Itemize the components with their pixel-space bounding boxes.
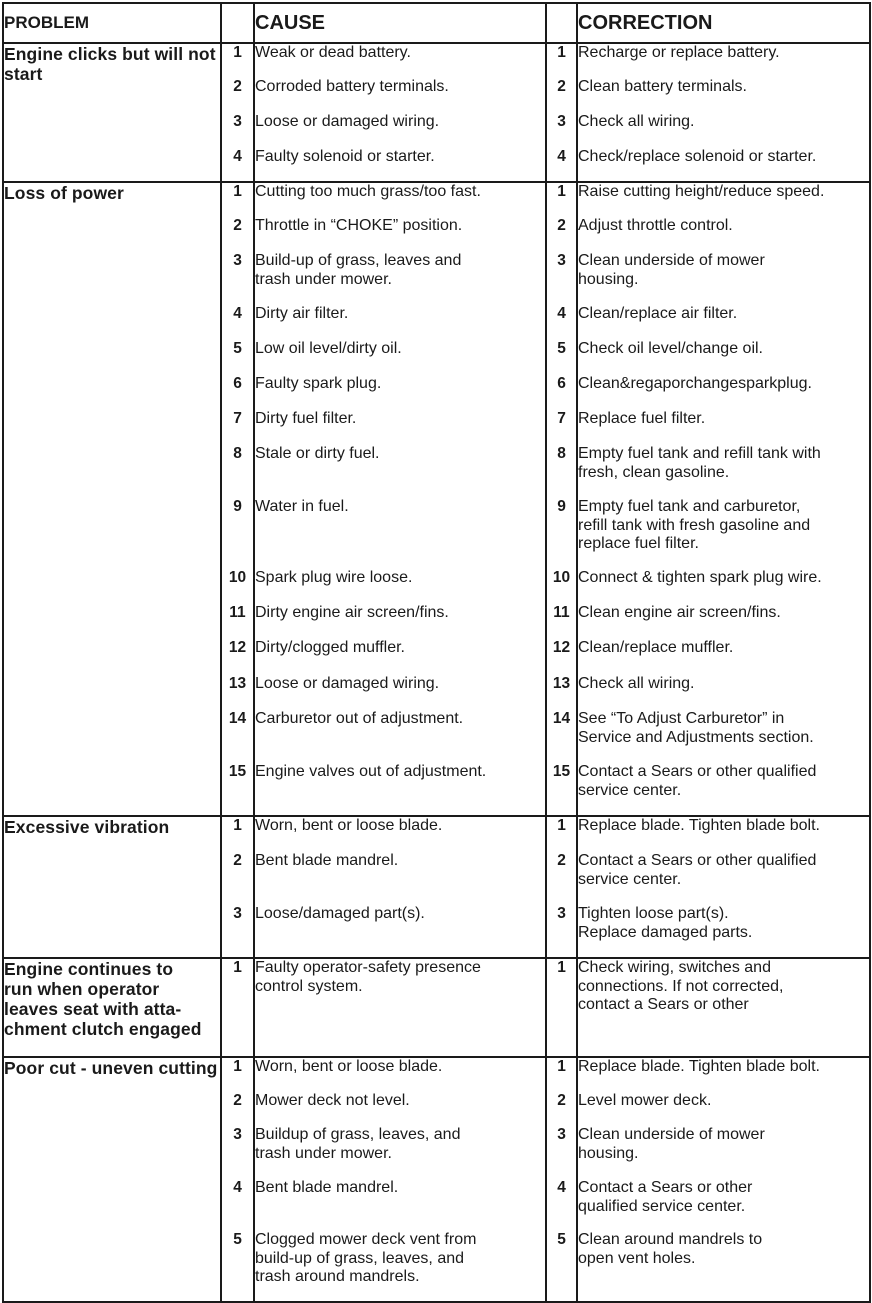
correction-number: 7 [546, 410, 577, 445]
cause-number: 4 [221, 148, 254, 182]
cause-text: Water in fuel. [254, 498, 546, 569]
cause-text: Carburetor out of adjustment. [254, 710, 546, 763]
correction-number: 2 [546, 78, 577, 113]
correction-number: 2 [546, 852, 577, 905]
correction-number-header [546, 3, 577, 43]
cause-text: Dirty air filter. [254, 305, 546, 340]
cause-number: 1 [221, 182, 254, 217]
cause-number: 1 [221, 43, 254, 78]
correction-text: Clean underside of mower housing. [577, 252, 870, 305]
correction-number: 1 [546, 182, 577, 217]
table-row [3, 43, 870, 78]
problem-cell [3, 1057, 221, 1302]
cause-number: 7 [221, 410, 254, 445]
cause-text: Loose/damaged part(s). [254, 905, 546, 958]
correction-text: Check/replace solenoid or starter. [577, 148, 870, 182]
correction-text: Clean/replace air filter. [577, 305, 870, 340]
correction-number: 2 [546, 217, 577, 252]
cause-number: 1 [221, 816, 254, 852]
correction-text: Check wiring, switches and connections. If not corrected, contact a Sears or other [577, 958, 870, 1057]
correction-number: 5 [546, 1231, 577, 1302]
header-row [3, 3, 870, 43]
correction-text: Clean battery terminals. [577, 78, 870, 113]
problem-cell [3, 958, 221, 1057]
cause-number: 14 [221, 710, 254, 763]
troubleshooting-table [2, 2, 871, 1303]
correction-number: 3 [546, 1126, 577, 1179]
correction-text: Check all wiring. [577, 675, 870, 710]
problem-text: Poor cut - uneven cutting [4, 1058, 218, 1078]
correction-number: 4 [546, 1179, 577, 1231]
correction-text: Empty fuel tank and refill tank with fresh, clean gasoline. [577, 445, 870, 498]
cause-text: Throttle in “CHOKE” position. [254, 217, 546, 252]
correction-text: Adjust throttle control. [577, 217, 870, 252]
cause-text: Cutting too much grass/too fast. [254, 182, 546, 217]
cause-number: 5 [221, 1231, 254, 1302]
cause-text: Worn, bent or loose blade. [254, 816, 546, 852]
correction-text: Replace fuel filter. [577, 410, 870, 445]
cause-number: 5 [221, 340, 254, 375]
correction-number: 3 [546, 113, 577, 148]
correction-text: Replace blade. Tighten blade bolt. [577, 1057, 870, 1092]
correction-text: Empty fuel tank and carburetor, refill tank with fresh gasoline and replace fuel filter. [577, 498, 870, 569]
problem-cell [3, 816, 221, 958]
correction-number: 4 [546, 305, 577, 340]
cause-text: Bent blade mandrel. [254, 852, 546, 905]
correction-text: Recharge or replace battery. [577, 43, 870, 78]
cause-text: Worn, bent or loose blade. [254, 1057, 546, 1092]
cause-text: Stale or dirty fuel. [254, 445, 546, 498]
correction-text: Tighten loose part(s). Replace damaged parts. [577, 905, 870, 958]
correction-number: 2 [546, 1092, 577, 1126]
correction-number: 5 [546, 340, 577, 375]
correction-text: Clean&regaporchangesparkplug. [577, 375, 870, 410]
correction-text: Contact a Sears or other qualified service center. [577, 852, 870, 905]
cause-text: Dirty engine air screen/fins. [254, 604, 546, 639]
correction-text: Level mower deck. [577, 1092, 870, 1126]
correction-text: Clean/replace muffler. [577, 639, 870, 675]
cause-number: 2 [221, 217, 254, 252]
problem-cell [3, 43, 221, 182]
cause-text: Weak or dead battery. [254, 43, 546, 78]
correction-text: Connect & tighten spark plug wire. [577, 569, 870, 604]
cause-number: 10 [221, 569, 254, 604]
cause-number: 13 [221, 675, 254, 710]
correction-number: 11 [546, 604, 577, 639]
cause-header: CAUSE [254, 3, 546, 43]
cause-number: 2 [221, 1092, 254, 1126]
table-body [3, 43, 870, 1302]
cause-text: Clogged mower deck vent from build-up of grass, leaves, and trash around mandrels. [254, 1231, 546, 1302]
correction-text: Raise cutting height/reduce speed. [577, 182, 870, 217]
correction-text: Clean underside of mower housing. [577, 1126, 870, 1179]
cause-number: 3 [221, 905, 254, 958]
problem-text: Engine continues to run when operator leaves seat with atta- chment clutch engaged [4, 959, 202, 1039]
problem-text: Engine clicks but will not start [4, 44, 216, 84]
cause-text: Low oil level/dirty oil. [254, 340, 546, 375]
cause-text: Buildup of grass, leaves, and trash under mower. [254, 1126, 546, 1179]
cause-number: 2 [221, 78, 254, 113]
cause-text: Faulty operator-safety presence control system. [254, 958, 546, 1057]
cause-number: 15 [221, 763, 254, 816]
cause-text: Faulty spark plug. [254, 375, 546, 410]
cause-number: 9 [221, 498, 254, 569]
cause-number: 4 [221, 1179, 254, 1231]
correction-number: 13 [546, 675, 577, 710]
cause-text: Dirty/clogged muffler. [254, 639, 546, 675]
correction-number: 10 [546, 569, 577, 604]
cause-text: Engine valves out of adjustment. [254, 763, 546, 816]
correction-number: 3 [546, 252, 577, 305]
cause-number: 11 [221, 604, 254, 639]
correction-number: 14 [546, 710, 577, 763]
correction-header: CORRECTION [577, 3, 870, 43]
problem-cell [3, 182, 221, 816]
cause-number: 3 [221, 1126, 254, 1179]
problem-text: Loss of power [4, 183, 124, 203]
cause-number: 2 [221, 852, 254, 905]
correction-text: Replace blade. Tighten blade bolt. [577, 816, 870, 852]
cause-text: Loose or damaged wiring. [254, 675, 546, 710]
correction-number: 1 [546, 1057, 577, 1092]
cause-number: 1 [221, 1057, 254, 1092]
correction-text: Contact a Sears or other qualified service center. [577, 763, 870, 816]
cause-text: Dirty fuel filter. [254, 410, 546, 445]
cause-text: Build-up of grass, leaves and trash under mower. [254, 252, 546, 305]
correction-number: 12 [546, 639, 577, 675]
cause-number: 8 [221, 445, 254, 498]
cause-text: Loose or damaged wiring. [254, 113, 546, 148]
correction-number: 1 [546, 958, 577, 1057]
table-row [3, 182, 870, 217]
correction-number: 1 [546, 816, 577, 852]
table-row [3, 816, 870, 852]
cause-number: 3 [221, 113, 254, 148]
table-row [3, 1057, 870, 1092]
correction-number: 4 [546, 148, 577, 182]
correction-text: Clean around mandrels to open vent holes. [577, 1231, 870, 1302]
cause-text: Spark plug wire loose. [254, 569, 546, 604]
cause-number: 1 [221, 958, 254, 1057]
correction-text: Check oil level/change oil. [577, 340, 870, 375]
correction-number: 8 [546, 445, 577, 498]
problem-text: Excessive vibration [4, 817, 170, 837]
cause-number: 3 [221, 252, 254, 305]
cause-text: Faulty solenoid or starter. [254, 148, 546, 182]
correction-text: Check all wiring. [577, 113, 870, 148]
correction-number: 1 [546, 43, 577, 78]
cause-text: Mower deck not level. [254, 1092, 546, 1126]
correction-number: 6 [546, 375, 577, 410]
correction-text: Clean engine air screen/fins. [577, 604, 870, 639]
cause-text: Bent blade mandrel. [254, 1179, 546, 1231]
correction-number: 9 [546, 498, 577, 569]
correction-text: Contact a Sears or other qualified service center. [577, 1179, 870, 1231]
cause-number: 12 [221, 639, 254, 675]
table-row [3, 958, 870, 1057]
problem-header: PROBLEM [3, 3, 221, 43]
correction-number: 15 [546, 763, 577, 816]
cause-number-header [221, 3, 254, 43]
cause-number: 6 [221, 375, 254, 410]
cause-text: Corroded battery terminals. [254, 78, 546, 113]
correction-number: 3 [546, 905, 577, 958]
cause-number: 4 [221, 305, 254, 340]
correction-text: See “To Adjust Carburetor” in Service and Adjustments section. [577, 710, 870, 763]
